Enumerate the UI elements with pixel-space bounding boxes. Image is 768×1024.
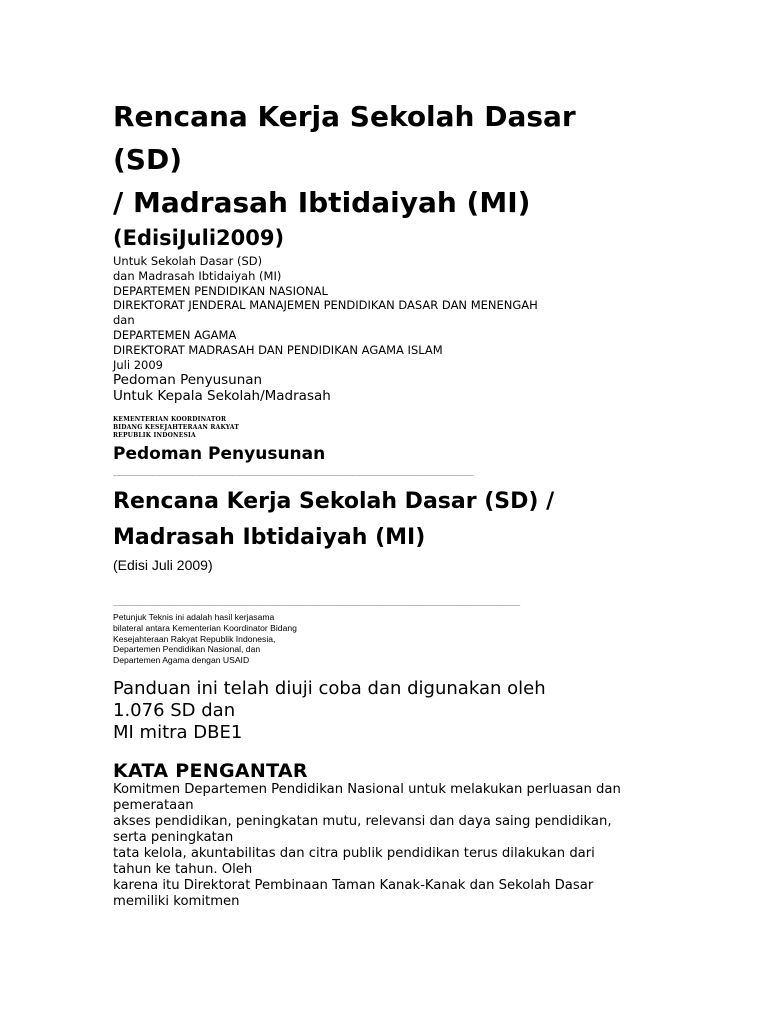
divider-rule: ______________________________________________________ [113, 464, 474, 477]
foreword-line: tahun ke tahun. Oleh [113, 862, 253, 878]
pilot-statement [113, 678, 673, 744]
cover-info [113, 254, 673, 372]
guide-line: Untuk Kepala Sekolah/Madrasah [113, 388, 331, 405]
pilot-line: MI mitra DBE1 [113, 722, 243, 744]
info-line: DEPARTEMEN AGAMA [113, 327, 237, 342]
info-line: Juli 2009 [113, 357, 163, 372]
ministry-block [113, 416, 673, 440]
info-line: DEPARTEMEN PENDIDIKAN NASIONAL [113, 283, 328, 298]
foreword-line: serta peningkatan [113, 830, 234, 846]
info-line: DIREKTORAT MADRASAH DAN PENDIDIKAN AGAMA ISLAM [113, 342, 443, 357]
foreword-line: Komitmen Departemen Pendidikan Nasional untuk melakukan perluasan dan [113, 782, 621, 798]
document-page [113, 95, 673, 910]
note-line: Departemen Pendidikan Nasional, dan [113, 644, 261, 655]
pilot-line: Panduan ini telah diuji coba dan digunakan oleh [113, 678, 546, 700]
pilot-line: 1.076 SD dan [113, 700, 236, 722]
section-title-line: Rencana Kerja Sekolah Dasar (SD) / [113, 489, 555, 515]
section-edition: (Edisi Juli 2009) [113, 557, 213, 574]
foreword-line: tata kelola, akuntabilitas dan citra publik pendidikan terus dilakukan dari [113, 846, 595, 862]
section-heading: Pedoman Penyusunan [113, 444, 326, 465]
ministry-line: BIDANG KESEJAHTERAAN RAKYAT [113, 424, 239, 432]
note-line: Departemen Agama dengan USAID [113, 654, 250, 665]
note-line: Kesejahteraan Rakyat Republik Indonesia, [113, 633, 276, 644]
ministry-line: REPUBLIK INDONESIA [113, 432, 196, 440]
info-line: DIREKTORAT JENDERAL MANAJEMEN PENDIDIKAN DASAR DAN MENENGAH [113, 298, 538, 313]
section-title-line: Madrasah Ibtidaiyah (MI) [113, 525, 426, 551]
divider-rule: _____________________________________________________________ [113, 594, 521, 607]
foreword-line: karena itu Direktorat Pembinaan Taman Kanak-Kanak dan Sekolah Dasar [113, 878, 594, 894]
info-line: dan [113, 313, 135, 328]
collaboration-note [113, 612, 673, 665]
info-line: Untuk Sekolah Dasar (SD) [113, 254, 263, 268]
guide-line: Pedoman Penyusunan [113, 372, 263, 389]
title-line-1: Rencana Kerja Sekolah Dasar [113, 100, 576, 133]
foreword-body [113, 782, 673, 910]
ministry-line: KEMENTERIAN KOORDINATOR [113, 416, 227, 424]
section-title [113, 484, 673, 556]
foreword-heading: KATA PENGANTAR [113, 760, 308, 783]
edition-label: (EdisiJuli2009) [113, 226, 285, 250]
foreword-line: memiliki komitmen [113, 894, 240, 910]
guide-subtitle [113, 372, 673, 404]
note-line: bilateral antara Kementerian Koordinator Bidang [113, 622, 297, 633]
foreword-line: akses pendidikan, peningkatan mutu, relevansi dan daya saing pendidikan, [113, 814, 612, 830]
note-line: Petunjuk Teknis ini adalah hasil kerjasama [113, 612, 275, 623]
info-line: dan Madrasah Ibtidaiyah (MI) [113, 268, 282, 283]
title-line-3: / Madrasah Ibtidaiyah (MI) [113, 186, 531, 219]
foreword-line: pemerataan [113, 798, 194, 814]
title-line-2: (SD) [113, 143, 183, 176]
